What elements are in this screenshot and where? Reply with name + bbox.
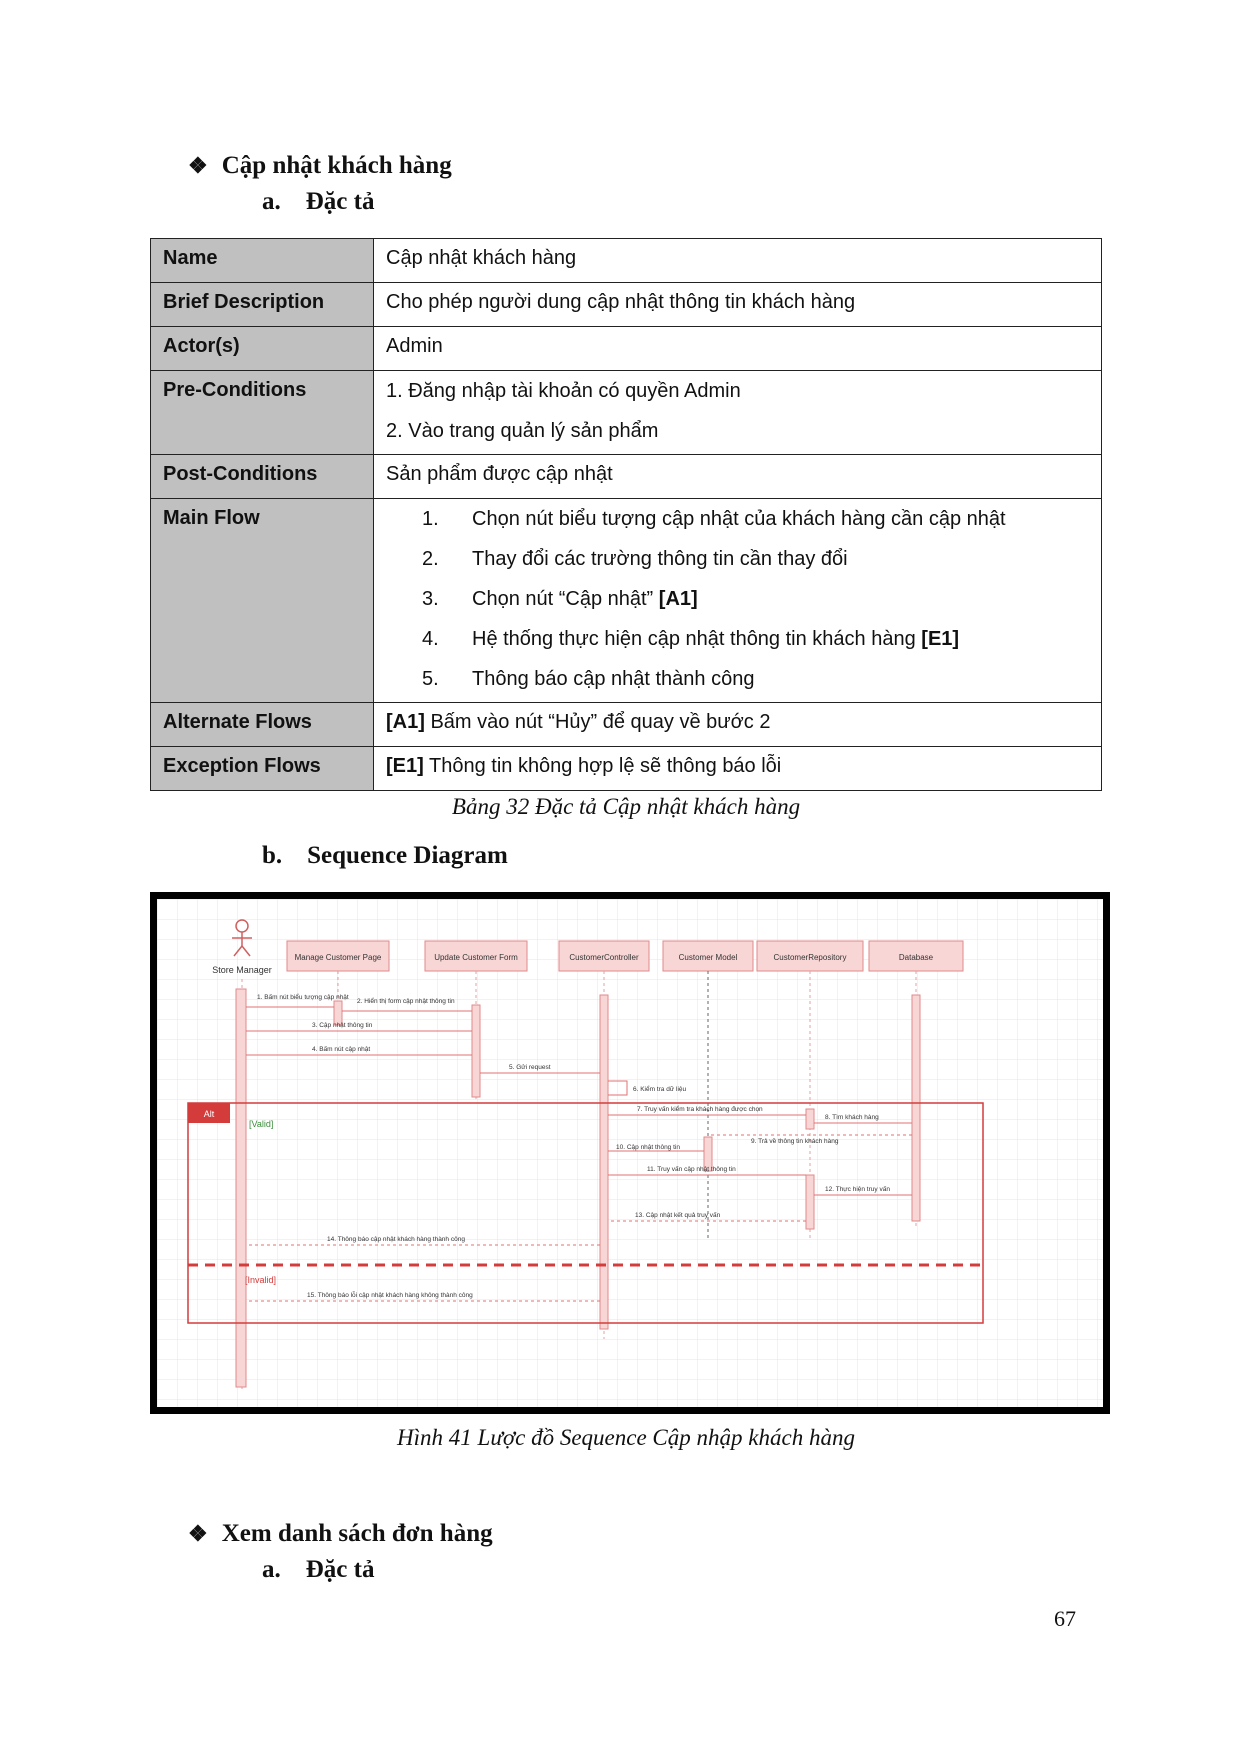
- participant: [757, 941, 863, 971]
- section-title-2: ❖ Xem danh sách đơn hàng: [188, 1520, 493, 1547]
- brief-label: Brief Description: [151, 283, 374, 327]
- name-label: Name: [151, 239, 374, 283]
- table-row: [151, 371, 1102, 455]
- message-label: 12. Thực hiện truy vấn: [825, 1186, 890, 1193]
- post-label: Post-Conditions: [151, 455, 374, 499]
- pre-condition-2: 2. Vào trang quản lý sản phẩm: [386, 420, 659, 442]
- table-row: [151, 239, 1102, 283]
- participant: [287, 941, 389, 971]
- message-label: 6. Kiểm tra dữ liệu: [633, 1086, 687, 1093]
- table-row: [151, 455, 1102, 499]
- guard-invalid: [Invalid]: [245, 1275, 277, 1285]
- participant: [869, 941, 963, 971]
- svg-text:Customer Model: Customer Model: [678, 953, 738, 962]
- alt-value: [A1] Bấm vào nút “Hủy” để quay về bước 2: [374, 703, 1102, 747]
- sequence-diagram: [150, 892, 1110, 1414]
- diamond-bullet-icon: ❖: [188, 153, 208, 178]
- section-title: ❖ Cập nhật khách hàng: [188, 152, 452, 179]
- participant: [663, 941, 753, 971]
- message-label: 3. Cập nhật thông tin: [312, 1022, 373, 1029]
- page-number: 67: [1054, 1606, 1076, 1631]
- spec-table: [150, 238, 1102, 791]
- message-label: 7. Truy vấn kiểm tra khách hàng được chọn: [637, 1106, 763, 1113]
- figure-caption: Hình 41 Lược đồ Sequence Cập nhập khách hàng: [397, 1425, 855, 1450]
- participant: [425, 941, 527, 971]
- actor-value: Admin: [374, 327, 1102, 371]
- alt-label: Alternate Flows: [151, 703, 374, 747]
- table-row: [151, 747, 1102, 791]
- exc-value: [E1] Thông tin không hợp lệ sẽ thông báo lỗi: [374, 747, 1102, 791]
- message-label: 4. Bấm nút cập nhật: [312, 1046, 371, 1053]
- subsection-b: b. Sequence Diagram: [262, 842, 508, 869]
- exc-label: Exception Flows: [151, 747, 374, 791]
- message-label: 10. Cập nhật thông tin: [616, 1144, 680, 1151]
- main-label: Main Flow: [151, 499, 374, 703]
- pre-value: [374, 371, 1102, 455]
- message-label: 1. Bấm nút biểu tượng cập nhật: [257, 994, 349, 1001]
- main-flow: [374, 499, 1102, 703]
- name-value: Cập nhật khách hàng: [374, 239, 1102, 283]
- message-label: 13. Cập nhật kết quả truy vấn: [635, 1212, 721, 1219]
- pre-label: Pre-Conditions: [151, 371, 374, 455]
- svg-text:CustomerRepository: CustomerRepository: [773, 953, 847, 962]
- sequence-diagram-svg: [157, 899, 1103, 1407]
- diamond-bullet-icon: ❖: [188, 1521, 208, 1546]
- brief-value: Cho phép người dung cập nhật thông tin khách hàng: [374, 283, 1102, 327]
- main-flow-step: 3. Chọn nút “Cập nhật” [A1]: [422, 588, 698, 610]
- main-flow-step: 1. Chọn nút biểu tượng cập nhật của khách hàng cần cập nhật: [422, 508, 1006, 530]
- main-flow-step: 2. Thay đổi các trường thông tin cần thay đổi: [422, 548, 848, 570]
- svg-text:Manage Customer Page: Manage Customer Page: [294, 953, 382, 962]
- guard-valid: [Valid]: [249, 1119, 274, 1129]
- table-row: [151, 283, 1102, 327]
- post-value: Sản phẩm được cập nhật: [374, 455, 1102, 499]
- svg-text:Update Customer Form: Update Customer Form: [434, 953, 518, 962]
- subsection-a-2: a. Đặc tả: [262, 1556, 375, 1583]
- svg-text:Alt: Alt: [203, 1109, 215, 1119]
- svg-text:CustomerController: CustomerController: [569, 953, 639, 962]
- message-label: 11. Truy vấn cập nhật thông tin: [647, 1166, 736, 1173]
- grid-background: [157, 899, 1103, 1407]
- message-label: 15. Thông báo lỗi cập nhật khách hàng không thành công: [307, 1292, 473, 1299]
- svg-text:Database: Database: [898, 953, 934, 962]
- pre-condition-1: 1. Đăng nhập tài khoản có quyền Admin: [386, 380, 741, 402]
- actor-activation: [236, 989, 246, 1387]
- actor-label: Actor(s): [151, 327, 374, 371]
- main-flow-step: 4. Hệ thống thực hiện cập nhật thông tin khách hàng [E1]: [422, 628, 960, 650]
- message-label: 5. Gửi request: [509, 1064, 551, 1071]
- actor-label: Store Manager: [212, 965, 272, 975]
- message-label: 8. Tìm khách hàng: [825, 1114, 879, 1121]
- table-row: [151, 327, 1102, 371]
- message-label: 9. Trả về thông tin khách hàng: [751, 1138, 839, 1145]
- subsection-a: a. Đặc tả: [262, 188, 375, 215]
- main-flow-step: 5. Thông báo cập nhật thành công: [422, 668, 755, 690]
- table-row: [151, 499, 1102, 703]
- message-label: 14. Thông báo cập nhật khách hàng thành công: [327, 1236, 465, 1243]
- table-row: [151, 703, 1102, 747]
- message-label: 2. Hiển thị form cập nhật thông tin: [357, 998, 455, 1005]
- table-caption: Bảng 32 Đặc tả Cập nhật khách hàng: [451, 794, 801, 819]
- participant: [559, 941, 649, 971]
